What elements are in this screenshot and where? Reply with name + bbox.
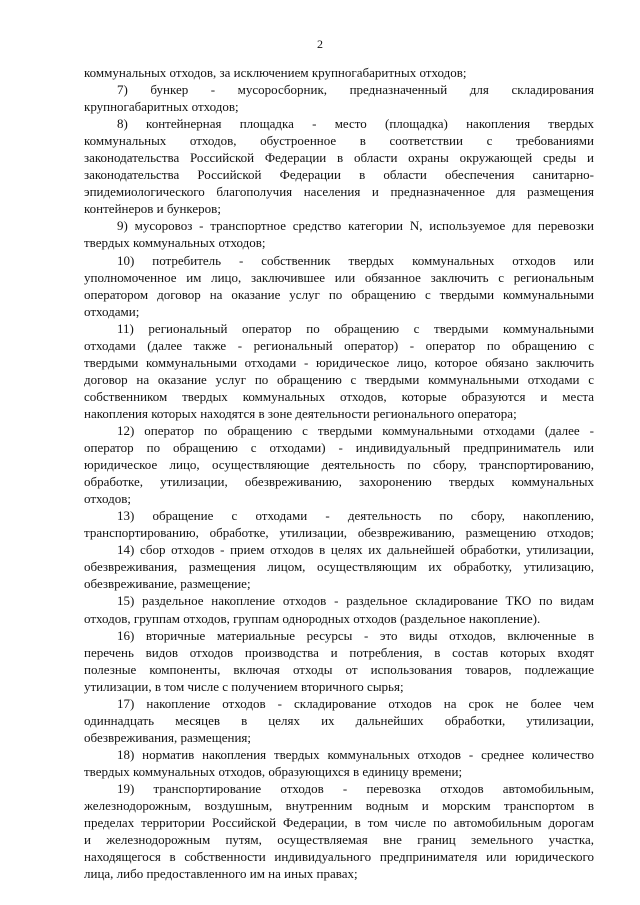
- text-line: железнодорожным, воздушным, внутренним водным и морским транспортом в: [84, 798, 594, 814]
- text-line: крупногабаритных отходов;: [84, 99, 239, 115]
- text-line: отходами;: [84, 303, 140, 319]
- text-line: пределах территории Российской Федерации, в том числе по автомобильным дорогам: [84, 815, 594, 831]
- text-line: 17) накопление отходов - складирование отходов на срок не более чем: [117, 695, 594, 711]
- text-line: коммунальных отходов, за исключением крупногабаритных отходов;: [84, 65, 467, 80]
- text-line: твердых коммунальных отходов, образующихся в единицу времени;: [84, 763, 463, 779]
- text-line: 11) региональный оператор по обращению с твердыми коммунальными: [117, 320, 594, 336]
- text-line: находящегося в собственности индивидуального предпринимателя или юридического: [84, 849, 594, 865]
- text-line: эпидемиологического благополучия населения и предназначенное для размещения: [84, 184, 594, 200]
- text-line: лица, либо предоставленного им на иных правах;: [84, 866, 358, 882]
- text-line: 13) обращение с отходами - деятельность по сбору, накоплению,: [117, 508, 594, 524]
- text-line: обезвреживание, размещение;: [84, 576, 251, 592]
- text-line: контейнеров и бункеров;: [84, 201, 221, 217]
- text-line: законодательства Российской Федерации в области обеспечения санитарно-: [84, 167, 594, 183]
- text-line: 19) транспортирование отходов - перевозка отходов автомобильным,: [117, 780, 594, 796]
- text-line: законодательства Российской Федерации в области охраны окружающей среды и: [84, 150, 594, 166]
- page-number: 2: [317, 37, 323, 51]
- text-line: транспортированию, обработке, утилизации, обезвреживанию, размещению отходов;: [84, 525, 594, 541]
- text-line: твердых коммунальных отходов;: [84, 235, 266, 251]
- text-line: 18) норматив накопления твердых коммунальных отходов - среднее количество: [117, 746, 594, 762]
- text-line: 12) оператор по обращению с твердыми коммунальными отходами (далее -: [117, 422, 594, 438]
- text-line: обработке, утилизации, обезвреживанию, захоронению твердых коммунальных: [84, 474, 594, 490]
- text-line: 7) бункер - мусоросборник, предназначенный для складирования: [117, 82, 594, 98]
- text-line: накопления которых находятся в зоне деятельности регионального оператора;: [84, 405, 517, 421]
- text-line: договор на оказание услуг по обращению с твердыми коммунальными отходами с: [84, 371, 594, 387]
- text-line: 10) потребитель - собственник твердых коммунальных отходов или: [117, 252, 594, 268]
- text-line: оператором договор на оказание услуг по обращению с твердыми коммунальными: [84, 286, 594, 302]
- text-line: юридическое лицо, осуществляющие деятельность по сбору, транспортированию,: [84, 457, 594, 473]
- text-line: 8) контейнерная площадка - место (площадка) накопления твердых: [117, 116, 594, 132]
- text-line: и железнодорожным путям, осуществляемая вне границ земельного участка,: [84, 832, 594, 848]
- text-line: отходами (далее также - региональный оператор) - оператор по обращению с: [84, 337, 594, 353]
- text-line: полезные компоненты, включая отходы от использования товаров, подлежащие: [84, 661, 594, 677]
- text-line: перечень видов отходов производства и потребления, в состав которых входят: [84, 644, 594, 660]
- text-line: собственником твердых коммунальных отходов, которые образуются и места: [84, 388, 594, 404]
- text-line: одиннадцать месяцев в целях их дальнейших обработки, утилизации,: [84, 712, 594, 728]
- text-line: отходов, группам отходов, группам однородных отходов (раздельное накопление).: [84, 610, 541, 626]
- text-line: уполномоченное им лицо, заключившее или обязанное заключить с региональным: [84, 269, 594, 285]
- text-line: 14) сбор отходов - прием отходов в целях их дальнейшей обработки, утилизации,: [117, 542, 594, 558]
- text-line: твердыми коммунальными отходами - юридическое лицо, которое обязано заключить: [84, 354, 594, 370]
- text-line: отходов;: [84, 491, 132, 507]
- text-line: 9) мусоровоз - транспортное средство категории N, используемое для перевозки: [117, 218, 594, 234]
- document-body: [84, 64, 594, 882]
- text-line: обезвреживания, размещения лицом, осуществляющим их обработку, утилизацию,: [84, 559, 594, 575]
- text-line: оператор по обращению с отходами) - индивидуальный предприниматель или: [84, 440, 594, 456]
- text-line: утилизации, в том числе с получением вторичного сырья;: [84, 678, 404, 694]
- text-line: 15) раздельное накопление отходов - раздельное складирование ТКО по видам: [117, 593, 594, 609]
- text-line: обезвреживания, размещения;: [84, 729, 251, 745]
- text-line: коммунальных отходов, обустроенное в соответствии с требованиями: [84, 133, 594, 149]
- text-line: 16) вторичные материальные ресурсы - это виды отходов, включенные в: [117, 627, 594, 643]
